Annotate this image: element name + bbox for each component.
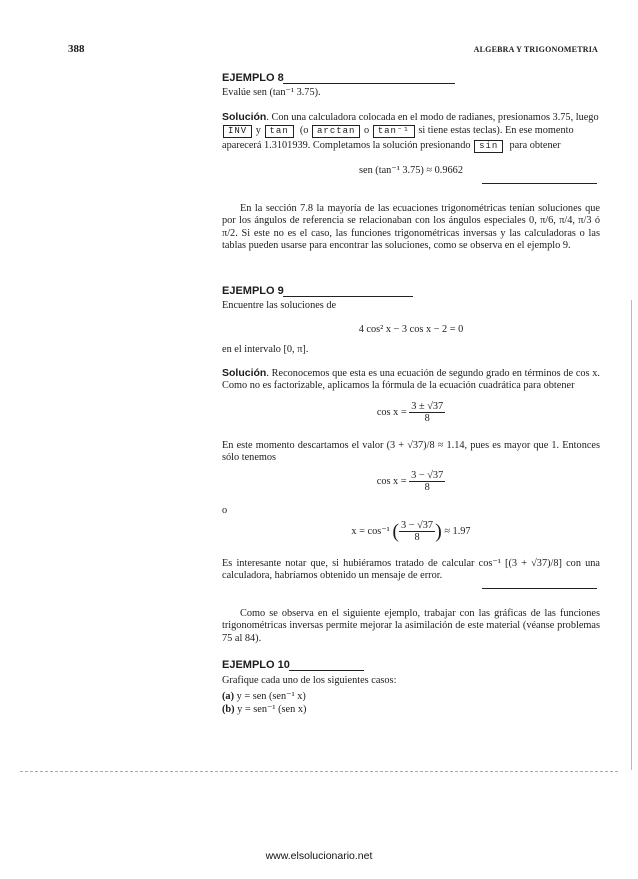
- ejemplo-8-heading-rule: [283, 83, 455, 84]
- solution-text-2: si tiene estas teclas). En ese momento: [418, 125, 574, 136]
- solution-text-3: aparecerá 1.3101939. Completamos la solución presionando: [222, 140, 471, 151]
- arctan-key: arctan: [312, 125, 360, 138]
- eq3-lhs: x = cos⁻¹: [351, 525, 390, 537]
- sin-key: sin: [474, 140, 503, 153]
- eq1-denominator: 8: [424, 413, 430, 424]
- item-a-label: (a): [222, 691, 235, 702]
- ejemplo-8-end-rule: [482, 183, 597, 184]
- eq2-lhs: cos x =: [376, 475, 407, 487]
- item-b-label: (b): [222, 704, 235, 715]
- eq2-numerator: 3 − √37: [411, 470, 444, 481]
- graph-paragraph: Como se observa en el siguiente ejemplo, trabajar con las gráficas de las funciones trigonométricas inversas permite mejorar la asimilación de este material (véanse problemas 75 al 84).: [222, 608, 600, 644]
- solution-label-9: Solución: [222, 367, 267, 379]
- solution-text-4: para obtener: [509, 140, 561, 151]
- ejemplo-10-item-b: [222, 704, 306, 716]
- eq3-fraction: [399, 520, 435, 543]
- eq3-numerator: 3 − √37: [401, 520, 434, 531]
- intro-paragraph: En la sección 7.8 la mayoría de las ecuaciones trigonométricas tenían soluciones que por los ángulos de referencia se relacionaban con los ángulos especiales 0, π/6, π/4, π/3 ó π/2. Si este no es el caso, las funciones trigonométricas inversas y las calculadoras o las tablas pueden usarse para encontrar las soluciones, como se observa en el ejemplo 9.: [222, 203, 600, 252]
- ejemplo-9-statement: Encuentre las soluciones de: [222, 300, 337, 311]
- eq3-rhs: ≈ 1.97: [444, 525, 471, 537]
- item-b-text: y = sen⁻¹ (sen x): [237, 704, 307, 715]
- solution-y: y: [255, 125, 261, 136]
- ejemplo-10-statement: Grafique cada uno de los siguientes casos:: [222, 675, 397, 686]
- equation-cos-x-plus-minus: [222, 401, 600, 424]
- eq2-denominator: 8: [424, 482, 430, 493]
- ejemplo-8-result: sen (tan⁻¹ 3.75) ≈ 0.9662: [359, 165, 463, 176]
- item-a-text: y = sen (sen⁻¹ x): [236, 691, 306, 702]
- inv-key: INV: [223, 125, 252, 138]
- ejemplo-10-heading: EJEMPLO 10: [222, 659, 290, 671]
- solution-text-1: . Con una calculadora colocada en el modo de radianes, presionamos 3.75, luego: [266, 112, 599, 123]
- equation-x-arccos: [222, 520, 600, 543]
- solution-o-open: (o: [299, 125, 309, 136]
- ejemplo-9-end-rule: [482, 588, 597, 589]
- ejemplo-9-heading-rule: [283, 296, 413, 297]
- solution-o: o: [364, 125, 370, 136]
- ejemplo-9-solution: [222, 367, 600, 393]
- ejemplo-8-solution-line-3: [222, 140, 600, 153]
- eq1-lhs: cos x =: [376, 406, 407, 418]
- footer-url: www.elsolucionario.net: [265, 850, 373, 862]
- scan-bottom-edge: [20, 771, 618, 772]
- solution-label: Solución: [222, 111, 267, 123]
- discard-paragraph: En este momento descartamos el valor (3 + √37)/8 ≈ 1.14, pues es mayor que 1. Entonces sólo tenemos: [222, 440, 600, 464]
- right-paren: ): [435, 520, 442, 543]
- running-title: ALGEBRA Y TRIGONOMETRIA: [473, 45, 598, 54]
- solution-text-9: . Reconocemos que esta es una ecuación de segundo grado en términos de cos x. Como no es factorizable, aplicamos la fórmula de la ecuación cuadrática para obtener: [222, 368, 600, 392]
- tan-key: tan: [265, 125, 294, 138]
- or-word: o: [222, 505, 228, 516]
- tan-inverse-key: tan⁻¹: [373, 125, 415, 138]
- ejemplo-9-heading: EJEMPLO 9: [222, 285, 284, 297]
- eq1-fraction: [409, 401, 445, 424]
- ejemplo-9-closing: Es interesante notar que, si hubiéramos tratado de calcular cos⁻¹ [(3 + √37)/8] con una calculadora, habríamos obtenido un mensaje de error.: [222, 558, 600, 582]
- ejemplo-9-interval: en el intervalo [0, π].: [222, 344, 309, 355]
- eq1-numerator: 3 ± √37: [411, 401, 444, 412]
- equation-cos-x-minus: [222, 470, 600, 493]
- ejemplo-8-statement: Evalúe sen (tan⁻¹ 3.75).: [222, 87, 321, 98]
- ejemplo-8-solution-line-1: [222, 111, 600, 124]
- page-number: 388: [68, 43, 85, 55]
- ejemplo-10-heading-rule: [289, 670, 364, 671]
- ejemplo-10-item-a: [222, 691, 306, 703]
- scan-edge-line: [631, 300, 632, 770]
- left-paren: (: [392, 520, 400, 543]
- ejemplo-8-heading: EJEMPLO 8: [222, 72, 284, 84]
- ejemplo-8-solution-line-2: [222, 125, 600, 138]
- ejemplo-9-equation: 4 cos² x − 3 cos x − 2 = 0: [358, 324, 464, 335]
- eq2-fraction: [409, 470, 445, 493]
- eq3-denominator: 8: [414, 532, 420, 543]
